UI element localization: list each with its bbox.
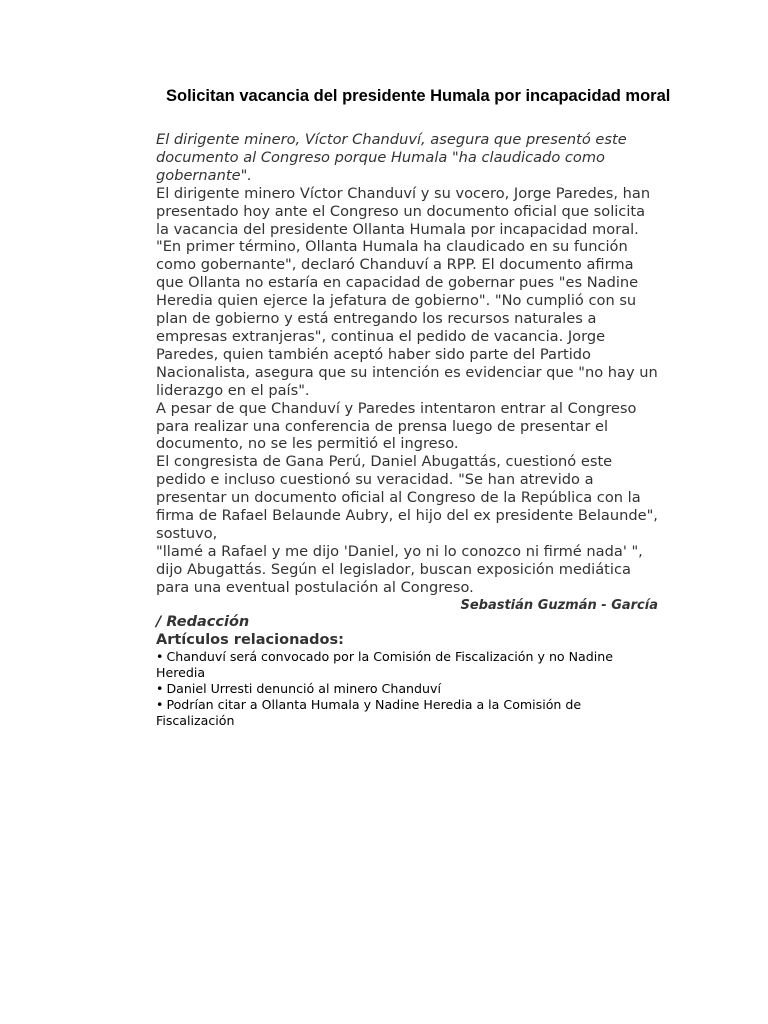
article-lead: El dirigente minero, Víctor Chanduví, asegura que presentó este documento al Congreso porque Humala "ha claudicado como gobernante".	[156, 131, 627, 184]
article-paragraph: El congresista de Gana Perú, Daniel Abugattás, cuestionó este pedido e incluso cuestionó su veracidad. "Se han atrevido a presentar un documento oficial al Congreso de la República con la firma de Rafael Belaunde Aubry, el hijo del ex presidente Belaunde", sostuvo,	[156, 453, 658, 542]
bullet-icon: •	[156, 697, 164, 713]
document-page	[156, 86, 671, 730]
article-body	[156, 131, 658, 597]
bullet-icon: •	[156, 648, 164, 664]
article-byline: Sebastián Guzmán - García	[460, 597, 658, 613]
article-paragraph: El dirigente minero Víctor Chanduví y su vocero, Jorge Paredes, han presentado hoy ante el Congreso un documento oficial que solicita la vacancia del presidente Ollanta Humala por incapacidad moral.	[156, 184, 651, 238]
article-paragraph: "En primer término, Ollanta Humala ha claudicado en su función como gobernante", declaró Chanduví a RPP. El documento afirma que Ollanta no estaría en capacidad de gobernar pues "es Nadine Heredia quien ejerce la jefatura de gobierno". "No cumplió con su plan de gobierno y está entregando los recursos naturales a empresas extranjeras", continua el pedido de vacancia. Jorge Paredes, quien también aceptó haber sido parte del Partido Nacionalista, asegura que su intención es evidenciar que "no hay un liderazgo en el país".	[156, 238, 658, 399]
related-article-label: Chanduví será convocado por la Comisión de Fiscalización y no Nadine Heredia	[156, 648, 613, 680]
related-articles-heading: Artículos relacionados:	[156, 631, 344, 648]
article-paragraph: A pesar de que Chanduví y Paredes intentaron entrar al Congreso para realizar una conferencia de prensa luego de presentar el documento, no se les permitió el ingreso.	[156, 399, 637, 453]
related-article-label: Daniel Urresti denunció al minero Chanduví	[166, 680, 441, 696]
related-articles-list	[156, 649, 658, 730]
related-article-link[interactable]	[156, 681, 658, 697]
related-article-link[interactable]	[156, 697, 658, 729]
bullet-icon: •	[156, 680, 164, 696]
article-paragraph: "llamé a Rafael y me dijo 'Daniel, yo ni lo conozco ni firmé nada' ", dijo Abugattás. Según el legislador, buscan exposición mediática para una eventual postulación al Congreso.	[156, 542, 643, 596]
article-redaccion: / Redacción	[156, 613, 250, 630]
related-article-link[interactable]	[156, 649, 658, 681]
article-title: Solicitan vacancia del presidente Humala por incapacidad moral	[166, 87, 671, 105]
related-article-label: Podrían citar a Ollanta Humala y Nadine Heredia a la Comisión de Fiscalización	[156, 697, 582, 729]
